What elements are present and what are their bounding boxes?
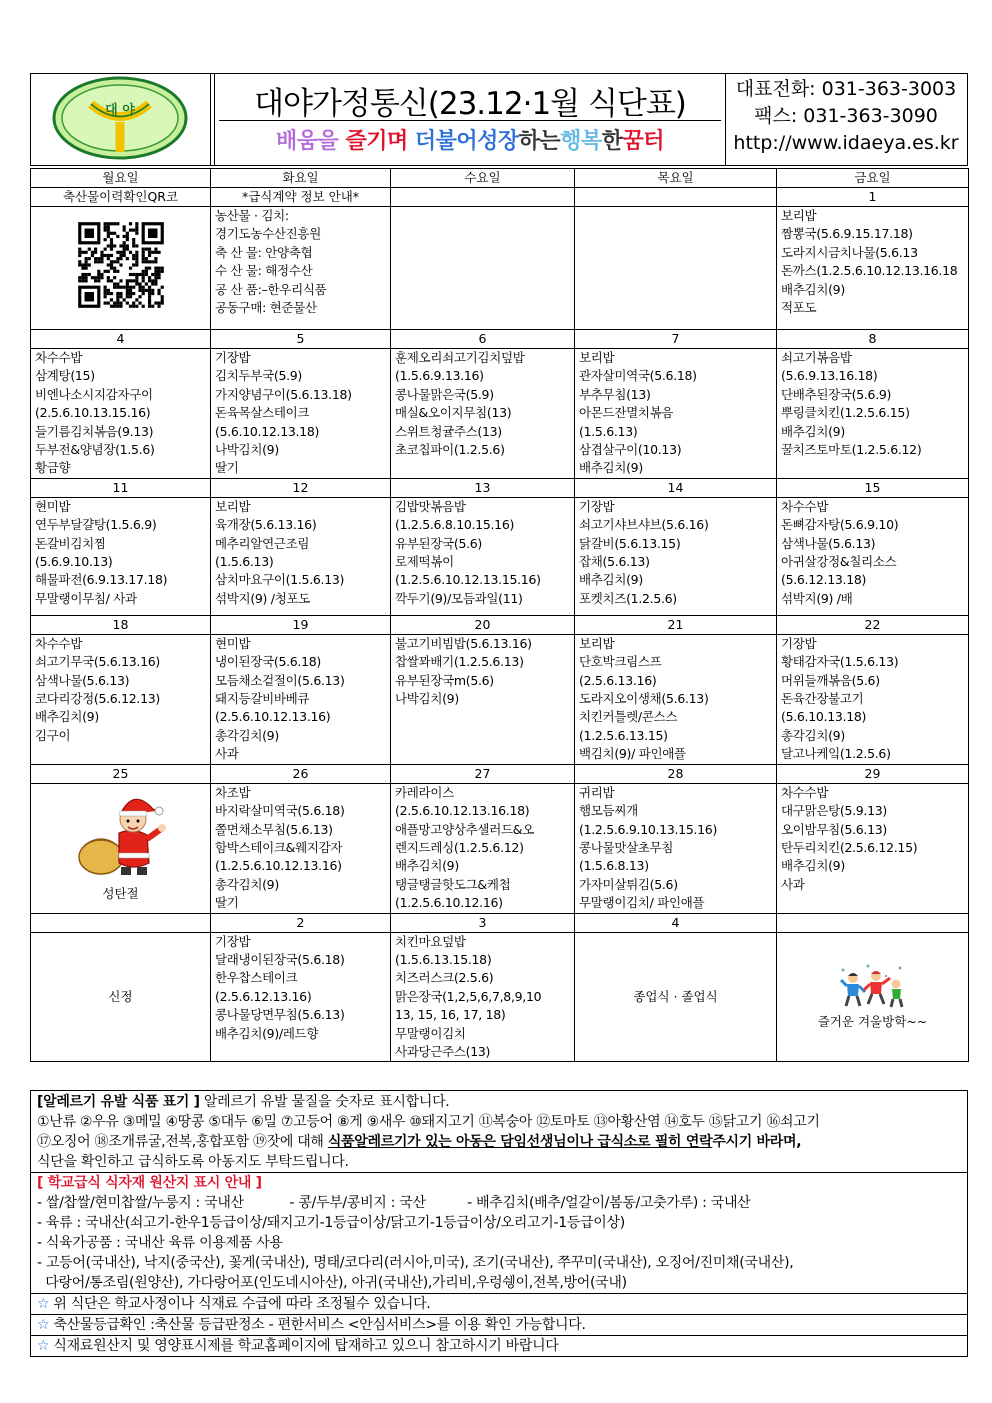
date-cell bbox=[575, 188, 777, 207]
menu-item: 포켓치즈(1.2.5.6) bbox=[579, 590, 677, 606]
menu-item: 짬뽕국(5.6.9.15.17.18) bbox=[781, 226, 913, 242]
menu-item: 로제떡볶이 bbox=[395, 554, 454, 570]
menu-item: 기장밥 bbox=[579, 498, 615, 514]
menu-item: 김밥맛볶음밥 bbox=[395, 498, 466, 514]
menu-cell bbox=[211, 497, 391, 615]
menu-cell bbox=[575, 932, 777, 1062]
menu-cell bbox=[391, 497, 575, 615]
menu-item: 딸기 bbox=[215, 460, 239, 476]
origin-list bbox=[31, 1193, 967, 1293]
menu-item: 두부전&양념장(1.5.6) bbox=[35, 442, 155, 458]
date-cell: 27 bbox=[391, 764, 575, 783]
school-logo bbox=[31, 74, 211, 165]
menu-item: 총각김치(9) bbox=[781, 727, 845, 743]
school-logo-icon bbox=[31, 74, 209, 163]
menu-item: 바지락살미역국(5.6.18) bbox=[215, 803, 345, 819]
menu-row bbox=[31, 497, 969, 615]
menu-item: 쫄면채소무침(5.6.13) bbox=[215, 821, 333, 837]
menu-item: (2.5.6.12.13.16) bbox=[215, 988, 312, 1004]
menu-item: 사과 bbox=[215, 746, 239, 762]
menu-item: 수 산 물: 해정수산 bbox=[215, 263, 313, 279]
menu-item: 머위들깨볶음(5.6) bbox=[781, 672, 880, 688]
menu-item: 공동구매: 현준물산 bbox=[215, 300, 317, 316]
allergy-intro: 알레르기 유발 물질을 숫자로 표시합니다. bbox=[203, 1094, 450, 1110]
menu-item: 삼색나물(5.6.13) bbox=[35, 672, 130, 688]
origin-row: - 고등어(국내산), 낙지(중국산), 꽃게(국내산), 명태/코다리(러시아,미국), 조기(국내산), 쭈꾸미(국내산), 오징어/진미채(국내산), bbox=[37, 1255, 794, 1271]
allergy-list-2 bbox=[31, 1132, 967, 1152]
footnote-text: 축산물등급확인 :축산물 등급판정소 - 편한서비스 <안심서비스>를 이용 확인 가능합니다. bbox=[53, 1317, 586, 1333]
footnote bbox=[31, 1294, 967, 1314]
menu-item: 현미밥 bbox=[35, 498, 71, 514]
date-row bbox=[31, 913, 969, 932]
menu-item: 초코칩파이(1.2.5.6) bbox=[395, 442, 505, 458]
menu-item: 섞박지(9) /배 bbox=[781, 590, 853, 606]
date-cell: 14 bbox=[575, 478, 777, 497]
menu-cell bbox=[211, 783, 391, 913]
date-row bbox=[31, 188, 969, 207]
star-icon: ☆ bbox=[37, 1338, 50, 1354]
date-cell: 2 bbox=[211, 913, 391, 932]
menu-item: (2.5.6.10.12.13.16) bbox=[215, 709, 331, 725]
menu-cell bbox=[31, 932, 211, 1062]
menu-item: 돈뼈감자탕(5.6.9.10) bbox=[781, 517, 899, 533]
santa-icon bbox=[73, 793, 169, 879]
winter-kids-icon bbox=[838, 962, 908, 1008]
menu-item: (1.5.6.9.13.16) bbox=[395, 368, 484, 384]
menu-item: 가자미살튀김(5.6) bbox=[579, 876, 678, 892]
menu-item: (1.2.5.6.8.10.15.16) bbox=[395, 517, 515, 533]
menu-item: 도라지오이생채(5.6.13) bbox=[579, 691, 709, 707]
menu-item: (1.2.5.6.10.12.16) bbox=[395, 895, 503, 911]
menu-item: 배추김치(9) bbox=[395, 858, 459, 874]
menu-cell bbox=[391, 349, 575, 479]
menu-cell bbox=[575, 783, 777, 913]
menu-item: 잡채(5.6.13) bbox=[579, 554, 650, 570]
date-cell bbox=[31, 913, 211, 932]
menu-item: 삼색나물(5.6.13) bbox=[781, 535, 876, 551]
menu-item: 삼치마요구이(1.5.6.13) bbox=[215, 572, 345, 588]
menu-item: 기장밥 bbox=[215, 350, 251, 365]
weekday-2: 수요일 bbox=[391, 169, 575, 188]
menu-item: 적포도 bbox=[781, 300, 817, 316]
menu-item: 한우찹스테이크 bbox=[215, 970, 298, 986]
date-cell: 28 bbox=[575, 764, 777, 783]
menu-item: 치즈러스크(2.5.6) bbox=[395, 970, 494, 986]
menu-item: (1.2.5.6.10.12.13.16) bbox=[215, 858, 342, 874]
origin-row: - 쌀/찹쌀/현미찹쌀/누룽지 : 국내산 - 콩/두부/콩비지 : 국산 - 배추김치(배추/얼갈이/봄동/고춧가루) : 국내산 bbox=[37, 1195, 751, 1211]
title-divider bbox=[219, 120, 721, 121]
menu-row bbox=[31, 932, 969, 1062]
menu-item: 치킨마요덮밥 bbox=[395, 933, 466, 949]
menu-item: 맑은장국(1,2,5,6,7,8,9,10 bbox=[395, 988, 542, 1004]
menu-item: 나박김치(9) bbox=[395, 691, 459, 707]
menu-item: 매실&오이지무침(13) bbox=[395, 405, 512, 421]
menu-item: 스위트청귤주스(13) bbox=[395, 423, 502, 439]
menu-cell bbox=[777, 207, 969, 330]
school-url[interactable]: http://www.idaeya.es.kr bbox=[733, 132, 959, 154]
date-cell: 4 bbox=[31, 330, 211, 349]
slogan-part: 한 bbox=[601, 129, 623, 154]
allergy-title: [알레르기 유발 식품 표기 ] bbox=[37, 1094, 200, 1110]
page-title: 대야가정통신(23.12·1월 식단표) bbox=[254, 86, 686, 122]
date-cell: 1 bbox=[777, 188, 969, 207]
menu-item: 단배추된장국(5.6.9) bbox=[781, 386, 892, 402]
date-cell: 4 bbox=[575, 913, 777, 932]
menu-item: 배추김치(9) bbox=[781, 423, 845, 439]
menu-item: (5.6.9.10.13) bbox=[35, 554, 113, 570]
menu-item: 애플망고양상추샐러드&오 bbox=[395, 821, 534, 837]
menu-item: 뿌링클치킨(1.2.5.6.15) bbox=[781, 405, 910, 421]
weekday-header-row bbox=[31, 169, 969, 188]
menu-item: 돈까스(1.2.5.6.10.12.13.16.18 bbox=[781, 263, 958, 279]
menu-item: 배추김치(9) bbox=[781, 281, 845, 297]
menu-item: (2.5.6.13.16) bbox=[579, 672, 657, 688]
slogan-part: 꿈터 bbox=[622, 129, 664, 154]
slogan-part: 더불어 bbox=[414, 129, 478, 154]
menu-cell bbox=[31, 634, 211, 764]
menu-cell bbox=[391, 783, 575, 913]
star-icon: ☆ bbox=[37, 1317, 50, 1333]
menu-item: 해물파전(6.9.13.17.18) bbox=[35, 572, 168, 588]
menu-item: 보리밥 bbox=[215, 498, 251, 514]
allergy-list-1: ①난류 ②우유 ③메밀 ④땅콩 ⑤대두 ⑥밀 ⑦고등어 ⑧게 ⑨새우 ⑩돼지고기 ⑪복숭아 ⑫토마토 ⑬아황산염 ⑭호두 ⑮닭고기 ⑯쇠고기 bbox=[37, 1114, 820, 1130]
date-cell bbox=[777, 913, 969, 932]
date-cell: 20 bbox=[391, 615, 575, 634]
menu-item: 보리밥 bbox=[579, 350, 615, 365]
menu-item: 배추김치(9) bbox=[579, 572, 643, 588]
menu-cell bbox=[391, 634, 575, 764]
date-cell: 3 bbox=[391, 913, 575, 932]
menu-item: 김치두부국(5.9) bbox=[215, 368, 303, 384]
vacation-label: 즐거운 겨울방학~~ bbox=[817, 1014, 928, 1030]
date-cell bbox=[391, 188, 575, 207]
menu-item: (1.5.6.13) bbox=[579, 423, 638, 439]
menu-item: 차조밥 bbox=[215, 784, 251, 800]
menu-item: 사과당근주스(13) bbox=[395, 1043, 491, 1059]
menu-item: 대구맑은탕(5.9.13) bbox=[781, 803, 887, 819]
menu-item: 돼지등갈비바베큐 bbox=[215, 691, 310, 707]
menu-item: 단호박크림스프 bbox=[579, 654, 662, 670]
origin-title: [ 학교급식 식자재 원산지 표시 안내 ] bbox=[37, 1175, 262, 1191]
menu-item: 기장밥 bbox=[781, 635, 817, 651]
menu-item: 탱글탱글핫도그&케첩 bbox=[395, 876, 511, 892]
menu-item: 무말랭이무침/ 사과 bbox=[35, 590, 137, 606]
allergy-list-2a: ⑰오징어 ⑱조개류굴,전복,홍합포함 ⑲잣에 대해 bbox=[37, 1134, 328, 1150]
menu-item: 가지양념구이(5.6.13.18) bbox=[215, 386, 352, 402]
menu-item: 차수수밥 bbox=[781, 498, 829, 514]
menu-cell bbox=[31, 349, 211, 479]
newsletter-page bbox=[30, 73, 968, 1354]
menu-cell bbox=[391, 932, 575, 1062]
slogan-part: 성장 bbox=[477, 129, 519, 154]
slogan-part: 즐기며 bbox=[345, 129, 415, 154]
menu-cell bbox=[31, 497, 211, 615]
menu-item: 달래냉이된장국(5.6.18) bbox=[215, 951, 345, 967]
menu-item: 콩나물당면무침(5.6.13) bbox=[215, 1007, 345, 1023]
title-box bbox=[214, 74, 726, 165]
date-cell: 26 bbox=[211, 764, 391, 783]
menu-item: 삼계탕(15) bbox=[35, 368, 95, 384]
menu-item: 황태감자국(1.5.6.13) bbox=[781, 654, 899, 670]
contact-info bbox=[729, 76, 963, 157]
menu-item: 축 산 물: 안양축협 bbox=[215, 244, 313, 260]
menu-item: 무말랭이김치/ 파인애플 bbox=[579, 895, 705, 911]
event-label: 신정 bbox=[108, 988, 133, 1004]
menu-item: 달고나케잌(1.2.5.6) bbox=[781, 746, 891, 762]
menu-cell bbox=[575, 207, 777, 330]
menu-item: 김구이 bbox=[35, 727, 71, 743]
slogan-part: 배움을 bbox=[276, 129, 346, 154]
menu-item: 돈육간장불고기 bbox=[781, 691, 864, 707]
menu-cell bbox=[575, 349, 777, 479]
meal-menu-table bbox=[30, 168, 969, 1062]
date-cell: 8 bbox=[777, 330, 969, 349]
menu-item: 배추김치(9) bbox=[781, 858, 845, 874]
menu-item: 쇠고기볶음밥 bbox=[781, 350, 852, 365]
menu-item: 햄모듬찌개 bbox=[579, 803, 638, 819]
menu-item: 렌지드레싱(1.2.5.6.12) bbox=[395, 839, 524, 855]
menu-item: 딸기 bbox=[215, 895, 239, 911]
menu-item: 13, 15, 16, 17, 18) bbox=[395, 1007, 506, 1023]
menu-item: 쇠고기샤브샤브(5.6.16) bbox=[579, 517, 709, 533]
date-row bbox=[31, 478, 969, 497]
svg-text:대 야: 대 야 bbox=[105, 103, 135, 118]
menu-item: 훈제오리쇠고기김치덮밥 bbox=[395, 350, 525, 365]
menu-cell bbox=[777, 634, 969, 764]
origin-row: - 식육가공품 : 국내산 육류 이용제품 사용 bbox=[37, 1235, 283, 1251]
menu-item: (1.5.6.13.15.18) bbox=[395, 951, 492, 967]
allergy-list-3: 식단을 확인하고 급식하도록 아동지도 부탁드립니다. bbox=[37, 1154, 349, 1170]
menu-item: (1.2.5.6.13.15) bbox=[579, 727, 668, 743]
menu-item: 공 산 품:–한우리식품 bbox=[215, 281, 327, 297]
notice-section bbox=[30, 1090, 968, 1357]
menu-row bbox=[31, 349, 969, 479]
school-slogan bbox=[215, 124, 725, 155]
date-cell: 축산물이력확인QR코 bbox=[31, 188, 211, 207]
allergy-warning: 식품알레르기가 있는 아동은 담임선생님이나 급식소로 필히 연락 bbox=[327, 1134, 713, 1150]
menu-cell bbox=[575, 497, 777, 615]
menu-item: 보리밥 bbox=[579, 635, 615, 651]
footnote-text: 식재료원산지 및 영양표시제를 학교홈페이지에 탑재하고 있으니 참고하시기 바랍니다 bbox=[53, 1338, 559, 1354]
origin-row: 다랑어/통조림(원양산), 가다랑어포(인도네시아산), 아귀(국내산),가리비,우렁쉥이,전복,방어(국내) bbox=[37, 1275, 627, 1291]
menu-item: 유부된장국(5.6) bbox=[395, 535, 483, 551]
menu-item: (5.6.10.13.18) bbox=[781, 709, 867, 725]
menu-item: 코다리강정(5.6.12.13) bbox=[35, 691, 160, 707]
menu-item: 모듬채소겉절이(5.6.13) bbox=[215, 672, 345, 688]
date-cell: 11 bbox=[31, 478, 211, 497]
menu-item: 차수수밥 bbox=[35, 350, 83, 365]
menu-item: 메추리알연근조림 bbox=[215, 535, 310, 551]
menu-item: (1.5.6.8.13) bbox=[579, 858, 649, 874]
menu-item: 깍두기(9)/모듬과일(11) bbox=[395, 590, 523, 606]
menu-item: 사과 bbox=[781, 876, 805, 892]
menu-item: 섞박지(9) /청포도 bbox=[215, 590, 311, 606]
menu-cell bbox=[777, 349, 969, 479]
menu-item: 연두부달걀탕(1.5.6.9) bbox=[35, 517, 157, 533]
menu-item: 삼겹살구이(10.13) bbox=[579, 442, 682, 458]
menu-item: (1.2.5.6.9.10.13.15.16) bbox=[579, 821, 718, 837]
menu-item: 닭갈비(5.6.13.15) bbox=[579, 535, 681, 551]
menu-item: 탄두리치킨(2.5.6.12.15) bbox=[781, 839, 918, 855]
menu-item: 유부된장국m(5.6) bbox=[395, 672, 494, 688]
menu-cell bbox=[211, 932, 391, 1062]
menu-item: 차수수밥 bbox=[781, 784, 829, 800]
menu-item: 비엔나소시지감자구이 bbox=[35, 386, 153, 402]
footnote bbox=[31, 1335, 967, 1356]
menu-item: 불고기비빔밥(5.6.13.16) bbox=[395, 635, 532, 651]
date-row bbox=[31, 615, 969, 634]
weekday-3: 목요일 bbox=[575, 169, 777, 188]
menu-item: 돈육목살스테이크 bbox=[215, 405, 310, 421]
menu-item: 육개장(5.6.13.16) bbox=[215, 517, 317, 533]
menu-cell bbox=[777, 783, 969, 913]
menu-item: 치킨커틀렛/콘스스 bbox=[579, 709, 678, 725]
date-cell: 5 bbox=[211, 330, 391, 349]
origin-row: - 육류 : 국내산(쇠고기-한우1등급이상/돼지고기-1등급이상/닭고기-1등급이상/오리고기-1등급이상) bbox=[37, 1215, 625, 1231]
menu-cell bbox=[575, 634, 777, 764]
menu-row bbox=[31, 207, 969, 330]
menu-item: 도라지시금치나물(5.6.13 bbox=[781, 244, 918, 260]
menu-item: 백김치(9)/ 파인애플 bbox=[579, 746, 686, 762]
menu-cell bbox=[777, 497, 969, 615]
menu-item: 콩나물맛살초무침 bbox=[579, 839, 674, 855]
menu-item: (1.2.5.6.10.12.13.15.16) bbox=[395, 572, 541, 588]
menu-cell bbox=[211, 349, 391, 479]
weekday-0: 월요일 bbox=[31, 169, 211, 188]
date-cell: 6 bbox=[391, 330, 575, 349]
menu-item: 들기름김치볶음(9.13) bbox=[35, 423, 154, 439]
menu-item: (5.6.9.13.16.18) bbox=[781, 368, 878, 384]
slogan-part: 행복 bbox=[560, 129, 602, 154]
menu-item: 총각김치(9) bbox=[215, 727, 279, 743]
menu-item: 쇠고기무국(5.6.13.16) bbox=[35, 654, 160, 670]
menu-item: 관자살미역국(5.6.18) bbox=[579, 368, 697, 384]
header bbox=[30, 73, 968, 166]
menu-row bbox=[31, 783, 969, 913]
allergy-list-2c: 주시기 바라며, bbox=[712, 1134, 802, 1150]
date-cell: 19 bbox=[211, 615, 391, 634]
menu-cell bbox=[777, 932, 969, 1062]
menu-item: 귀리밥 bbox=[579, 784, 615, 800]
menu-item: 찹쌀꽈배기(1.2.5.6.13) bbox=[395, 654, 524, 670]
date-cell: 7 bbox=[575, 330, 777, 349]
menu-item: (2.5.6.10.12.13.16.18) bbox=[395, 803, 530, 819]
date-cell: 22 bbox=[777, 615, 969, 634]
date-row bbox=[31, 764, 969, 783]
date-cell: *급식계약 정보 안내* bbox=[211, 188, 391, 207]
menu-item: 황금향 bbox=[35, 460, 71, 476]
menu-item: 오이밤무침(5.6.13) bbox=[781, 821, 887, 837]
menu-item: 함박스테이크&웨지감자 bbox=[215, 839, 343, 855]
star-icon: ☆ bbox=[37, 1296, 50, 1312]
date-cell: 29 bbox=[777, 764, 969, 783]
date-cell: 18 bbox=[31, 615, 211, 634]
menu-item: (1.5.6.13) bbox=[215, 554, 274, 570]
date-cell: 21 bbox=[575, 615, 777, 634]
menu-row bbox=[31, 634, 969, 764]
weekday-4: 금요일 bbox=[777, 169, 969, 188]
menu-item: 배추김치(9) bbox=[579, 460, 643, 476]
menu-item: 보리밥 bbox=[781, 208, 817, 223]
menu-item: 돈갈비김치찜 bbox=[35, 535, 106, 551]
phone-number: 대표전화: 031-363-3003 bbox=[735, 78, 957, 100]
menu-item: 카레라이스 bbox=[395, 784, 454, 800]
menu-item: 배추김치(9)/레드향 bbox=[215, 1025, 319, 1041]
menu-item: (2.5.6.10.13.15.16) bbox=[35, 405, 151, 421]
menu-item: 경기도농수산진흥원 bbox=[215, 226, 321, 242]
qr-code-icon[interactable] bbox=[75, 219, 167, 311]
menu-item: 아귀살강정&칠리소스 bbox=[781, 554, 897, 570]
date-cell: 13 bbox=[391, 478, 575, 497]
date-cell: 12 bbox=[211, 478, 391, 497]
allergy-title-row bbox=[31, 1091, 967, 1112]
menu-item: 무말랭이김치 bbox=[395, 1025, 466, 1041]
menu-item: 나박김치(9) bbox=[215, 442, 279, 458]
menu-cell bbox=[391, 207, 575, 330]
fax-number: 팩스: 031-363-3090 bbox=[754, 105, 938, 127]
menu-item: 차수수밥 bbox=[35, 635, 83, 651]
holiday-label: 성탄절 bbox=[102, 885, 139, 901]
menu-item: 아몬드잔멸치볶음 bbox=[579, 405, 674, 421]
menu-cell bbox=[31, 783, 211, 913]
footnotes bbox=[31, 1294, 967, 1356]
menu-item: 현미밥 bbox=[215, 635, 251, 651]
date-row bbox=[31, 330, 969, 349]
menu-item: 꿀치즈토마토(1.2.5.6.12) bbox=[781, 442, 922, 458]
menu-cell bbox=[31, 207, 211, 330]
menu-item: 기장밥 bbox=[215, 933, 251, 949]
date-cell: 15 bbox=[777, 478, 969, 497]
menu-cell bbox=[211, 207, 391, 330]
slogan-part: 하는 bbox=[518, 129, 561, 154]
menu-item: 냉이된장국(5.6.18) bbox=[215, 654, 321, 670]
footnote bbox=[31, 1314, 967, 1335]
menu-cell bbox=[211, 634, 391, 764]
footnote-text: 위 식단은 학교사정이나 식재료 수급에 따라 조정될수 있습니다. bbox=[53, 1296, 431, 1312]
event-label: 종업식 · 졸업식 bbox=[633, 988, 718, 1004]
menu-item: 콩나물맑은국(5.9) bbox=[395, 386, 494, 402]
menu-item: 농산물 · 김치: bbox=[215, 208, 289, 223]
menu-item: (5.6.10.12.13.18) bbox=[215, 423, 320, 439]
menu-item: 배추김치(9) bbox=[35, 709, 99, 725]
menu-item: (5.6.12.13.18) bbox=[781, 572, 867, 588]
menu-item: 총각김치(9) bbox=[215, 876, 279, 892]
date-cell: 25 bbox=[31, 764, 211, 783]
menu-item: 부추무침(13) bbox=[579, 386, 651, 402]
weekday-1: 화요일 bbox=[211, 169, 391, 188]
